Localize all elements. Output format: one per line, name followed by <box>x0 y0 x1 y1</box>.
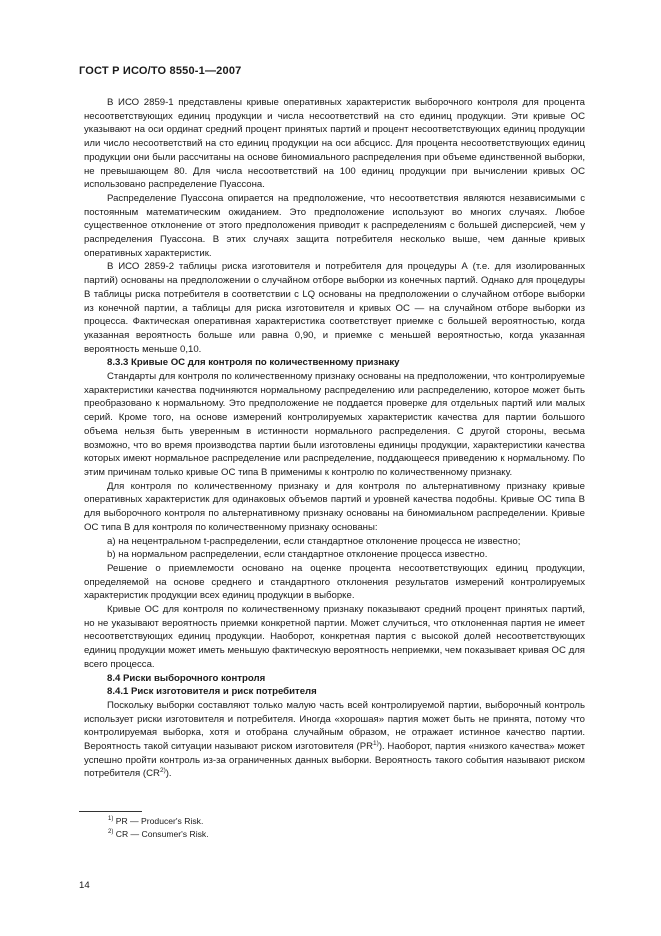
paragraph-text: ). Наоборот, партия «низкого качества» может успешно пройти контроль из-за ограниченных данных выборки. Вероятность такого события называют риском потребителя (CR <box>84 741 585 780</box>
paragraph: Распределение Пуассона опирается на предположение, что несоответствия являются независимыми с постоянным математическим ожиданием. Это предположение используют во многих случаях. Любое существенное отклонение от этого предположения приводит к распределениям с большей дисперсией, чем у распределения Пуассона. В этих случаях защита потребителя несколько выше, чем данные кривых оперативных характеристик. <box>84 192 585 259</box>
footnotes <box>108 815 209 840</box>
document-header: ГОСТ Р ИСО/ТО 8550-1—2007 <box>79 65 242 77</box>
section-heading-8-4-1: 8.4.1 Риск изготовителя и риск потребителя <box>107 686 317 698</box>
footnote-1 <box>108 815 209 828</box>
footnote-divider <box>79 811 142 812</box>
footnote-text: PR — Producer's Risk. <box>115 816 204 826</box>
section-heading-8-3-3: 8.3.3 Кривые ОС для контроля по количественному признаку <box>107 357 400 369</box>
footnote-text: CR — Consumer's Risk. <box>115 828 209 839</box>
paragraph: В ИСО 2859-1 представлены кривые оперативных характеристик выборочного контроля для процента несоответствующих единиц продукции и числа несоответствий на сто единиц продукции. Эти кривые ОС указывают на оси ординат средний процент принятых партий и процент несоответствующих единиц продукции или число несоответствий на сто единиц продукции на оси абсцисс. Для процента несоответствующих единиц продукции они были рассчитаны на основе биномиального распределения при объеме единственной выборки, не превышающем 80. Для числа несоответствий на 100 единиц продукции при вычислении кривых ОС использовано распределение Пуассона. <box>84 97 585 191</box>
list-item-a: a) на нецентральном t-распределении, если стандартное отклонение процесса не известно; <box>107 535 521 547</box>
footnote-mark: 2) <box>108 828 114 835</box>
paragraph: Кривые ОС для контроля по количественному признаку показывают средний процент принятых партий, но не указывают вероятность приемки конкретной партии. Может случиться, что отклоненная партия не имеет несоответствующих единиц продукции. Наоборот, конкретная партия с высокой долей несоответствующих единиц продукции может иметь меньшую фактическую вероятность неприемки, чем показывает кривая ОС для всего процесса. <box>84 604 585 670</box>
footnote-ref-2: 2) <box>159 767 166 775</box>
footnote-ref-1: 1) <box>373 739 379 747</box>
section-heading-8-4: 8.4 Риски выборочного контроля <box>107 672 266 684</box>
paragraph: Решение о приемлемости основано на оценке процента несоответствующих единиц продукции, определяемой на основе среднего и стандартного отклонения результатов измерений контролируемых характеристик продукции всех единиц продукции в выборке. <box>84 562 585 602</box>
paragraph: В ИСО 2859-2 таблицы риска изготовителя и потребителя для процедуры А (т.е. для изолированных партий) основаны на предположении о случайном отборе выборки из конечных партий. Однако для процедуры В таблицы риска потребителя в соответствии с LQ основаны на предположении о случайном отборе выборки из конечной партии, а таблицы для риска изготовителя и кривых ОС — на случайном отборе выборки из процесса. Фактическая оперативная характеристика соответствует приемке с большей вероятностью, когда указанная вероятность больше или равна 0,90, и приемке с меньшей вероятностью, когда указанная вероятность меньше 0,10. <box>84 261 585 355</box>
paragraph <box>84 699 585 781</box>
paragraph: Для контроля по количественному признаку и для контроля по альтернативному признаку кривые оперативных характеристик для одинаковых объемов партий и уровней качества подобны. Кривые ОС типа В для выборочного контроля по альтернативному признаку основаны на биномиальном распределении. Кривые ОС типа В для контроля по количественному признаку основаны: <box>84 480 585 533</box>
footnote-mark: 1) <box>108 816 114 823</box>
paragraph-text: Поскольку выборки составляют только малую часть всей контролируемой партии, выборочный контроль использует риски изготовителя и потребителя. Иногда «хорошая» партия может быть не принята, потому что контролируемая выборка, хотя и отобрана случайным образом, не отражает истинное качество партии. Вероятность такой ситуации называют риском изготовителя (PR <box>84 699 585 753</box>
page-number: 14 <box>79 880 90 891</box>
paragraph: Стандарты для контроля по количественному признаку основаны на предположении, что контролируемые характеристики качества подчиняются нормальному распределению или распределению, которое может быть преобразовано к нормальному. Это предположение не поддается проверке для отдельных партий или малых серий. Кроме того, на основе измерений контролируемых характеристик качества для партии большого объема нельзя быть уверенным в истинности нормального распределения. С другой стороны, весьма возможно, что во время производства партии были изготовлены единицы продукции, характеристики качества которых имеют нормальное распределение или распределение, поддающееся приведению к нормальному. По этим причинам только кривые ОС типа В применимы к контролю по количественному признаку. <box>84 371 585 478</box>
paragraph-text: ). <box>165 768 172 780</box>
list-item-b: b) на нормальном распределении, если стандартное отклонение процесса известно. <box>107 549 488 561</box>
body-text <box>84 96 585 781</box>
footnote-2 <box>108 828 209 841</box>
